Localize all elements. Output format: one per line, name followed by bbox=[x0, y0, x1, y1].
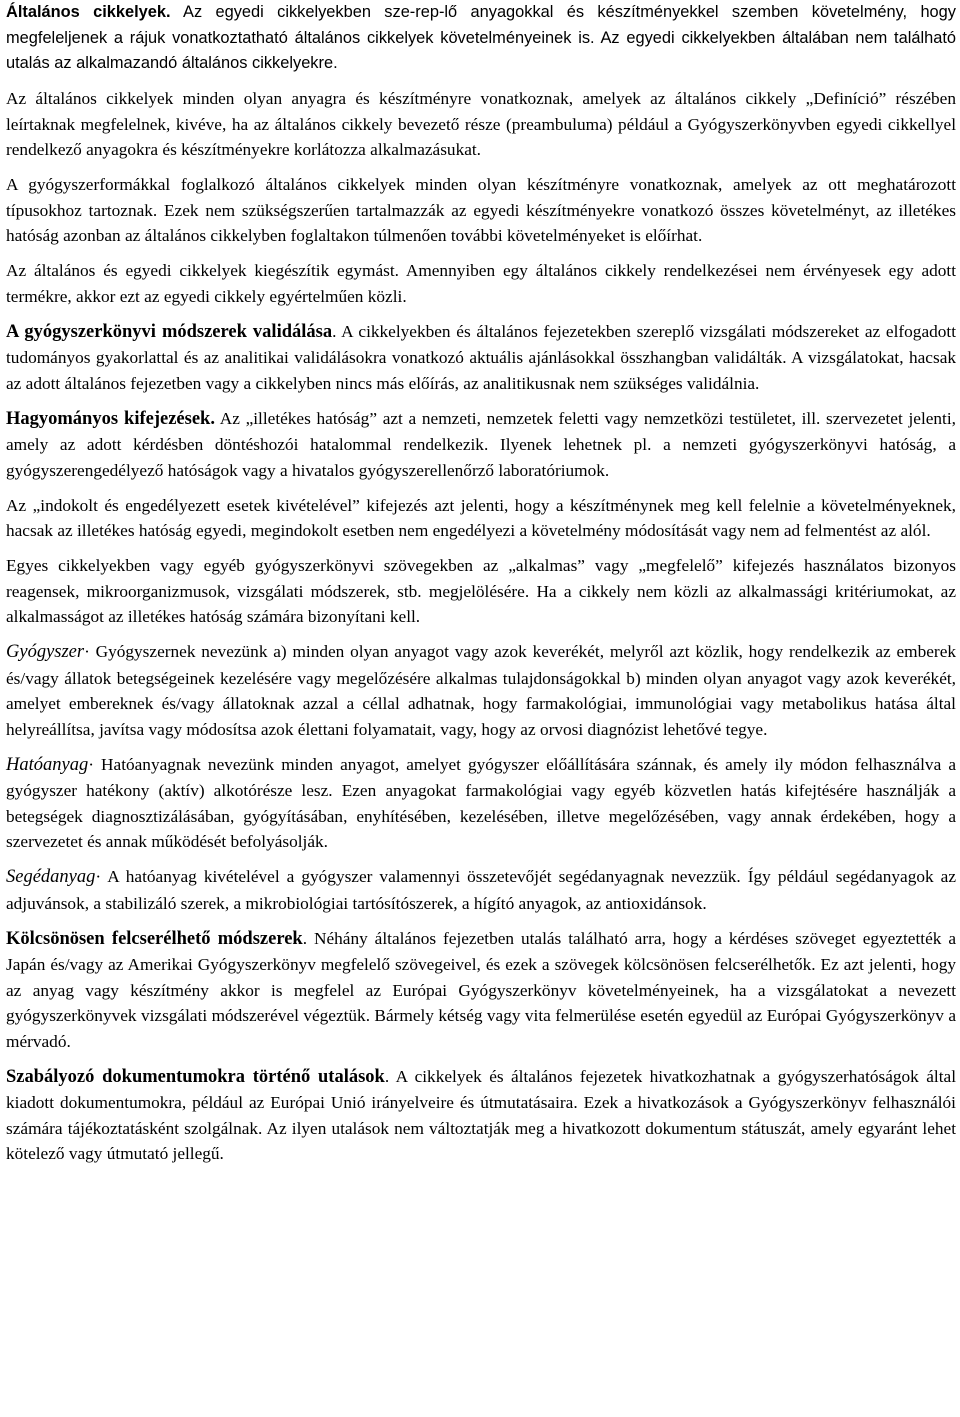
paragraph-text: A gyógyszerformákkal foglalkozó általános cikkelyek minden olyan készítményre vonatkoznak, amelyek az ott meghatározott típusokhoz tartoznak. Ezek nem szükségszerűen tartalmazzák az egyedi készítményekre vonatkozó összes követelményt, az illetékes hatóság azonban az általános cikkelyben foglaltakon túlmenően további követelményeket is előírhat. bbox=[6, 175, 956, 245]
paragraph-suitable bbox=[6, 553, 956, 630]
paragraph-complementary bbox=[6, 258, 956, 309]
paragraph-text: · A hatóanyag kivételével a gyógyszer valamennyi összetevőjét segédanyagnak nevezzük. Így például segédanyagok az adjuvánsok, a stabilizáló szerek, a mikrobiológiai tartósítószerek, a hígító anyagok, az antioxidánsok. bbox=[6, 867, 956, 913]
paragraph-general-scope bbox=[6, 86, 956, 163]
paragraph-text: . A cikkelyek és általános fejezetek hivatkozhatnak a gyógyszerhatóságok által kiadott dokumentumokra, például az Európai Unió irányelveire és útmutatásaira. Ezek a hivatkozások a Gyógyszerkönyv felhasználói számára tájékoztatásként szolgálnak. Az ilyen utalások nem változtatják meg a hivatkozott dokumentum státuszát, amely egyaránt lehet kötelező vagy útmutató jellegű. bbox=[6, 1066, 956, 1163]
paragraph-text: Az egyedi cikkelyekben sze-rep-lő anyagokkal és készítményekkel szemben követelmény, hogy megfeleljenek a rájuk vonatkoztatható általános cikkelyek követelményeinek is. Az egyedi cikkelyekben általában nem található utalás az alkalmazandó általános cikkelyekre. bbox=[6, 3, 956, 72]
paragraph-text: · Gyógyszernek nevezünk a) minden olyan anyagot vagy azok keverékét, melyről azt közlik, hogy rendelkezik az emberek és/vagy állatok betegségeinek kezelésére vagy megelőzésére alkalmas tulajdonságokkal b) minden olyan anyagot vagy azok keverékét, amelyet embereknek és/vagy állatoknak azzal a céllal adhatnak, hogy farmakológiai, immunológiai vagy metabolikus hatása által helyreállítsa, javítsa vagy módosítsa azok élettani folyamatait, vagy, hogy az orvosi diagnózist lehetővé tegye. bbox=[6, 642, 956, 739]
paragraph-text: Az „illetékes hatóság” azt a nemzeti, nemzetek feletti vagy nemzetközi testületet, ill. szervezetet jelenti, amely az adott kérdésben döntéshozói hatalommal rendelkezik. Ilyenek lehetnek pl. a nemzeti gyógyszerkönyvi hatóság, a gyógyszerengedélyező hatóságok vagy a hivatalos gyógyszerellenőrző laboratóriumok. bbox=[6, 408, 956, 480]
paragraph-conventional-terms bbox=[6, 406, 956, 484]
paragraph-text: Egyes cikkelyekben vagy egyéb gyógyszerkönyvi szövegekben az „alkalmas” vagy „megfelelő” kifejezés használatos bizonyos reagensek, mikroorganizmusok, vizsgálati módszerek, stb. megjelölésére. Ha a cikkely nem közli az alkalmassági kritériumokat, az alkalmasságot az illetékes hatóság számára bizonyítani kell. bbox=[6, 556, 956, 626]
paragraph-justified-cases bbox=[6, 493, 956, 544]
section-heading: Kölcsönösen felcserélhető módszerek bbox=[6, 928, 303, 949]
paragraph-altalanos-cikkelyek bbox=[6, 0, 956, 77]
section-heading: Hagyományos kifejezések. bbox=[6, 408, 215, 429]
term-heading: Gyógyszer bbox=[6, 642, 85, 662]
paragraph-text: Az „indokolt és engedélyezett esetek kivételével” kifejezés azt jelenti, hogy a készítménynek meg kell felelnie a követelményeknek, hacsak az illetékes hatóság egyedi, megindokolt esetben nem engedélyezi a követelmény módosítását vagy nem ad felmentést az alól. bbox=[6, 495, 956, 540]
section-heading: Általános cikkelyek. bbox=[6, 3, 171, 21]
section-heading: A gyógyszerkönyvi módszerek validálása bbox=[6, 321, 333, 342]
section-heading: Szabályozó dokumentumokra történő utalások bbox=[6, 1066, 385, 1087]
paragraph-text: Az általános cikkelyek minden olyan anyagra és készítményre vonatkoznak, amelyek az általános cikkely „Definíció” részében leírtaknak megfelelnek, kivéve, ha az általános cikkely bevezető része (preambuluma) például a Gyógyszerkönyvben egyedi cikkellyel rendelkező anyagokra és készítményekre korlátozza alkalmazásukat. bbox=[6, 89, 956, 159]
paragraph-interchangeable-methods bbox=[6, 926, 956, 1055]
paragraph-validation bbox=[6, 319, 956, 397]
paragraph-regulatory-references bbox=[6, 1064, 956, 1167]
paragraph-dosage-forms bbox=[6, 172, 956, 249]
paragraph-gyogyszer bbox=[6, 639, 956, 742]
paragraph-text: Az általános és egyedi cikkelyek kiegészítik egymást. Amennyiben egy általános cikkely rendelkezései nem érvényesek egy adott termékre, akkor ezt az egyedi cikkely egyértelműen közli. bbox=[6, 261, 956, 306]
term-heading: Hatóanyag bbox=[6, 754, 89, 775]
term-heading: Segédanyag bbox=[6, 867, 96, 887]
paragraph-segedanyag bbox=[6, 864, 956, 916]
paragraph-text: . A cikkelyekben és általános fejezetekben szereplő vizsgálati módszereket az elfogadott tudományos gyakorlattal és az analitikai validálásokra vonatkozó aktuális ajánlásokkal összhangban validálták. A vizsgálatokat, hacsak az adott általános fejezetben vagy a cikkelyben nincs más előírás, az analitikusnak nem szükséges validálnia. bbox=[6, 321, 956, 393]
paragraph-hatoanyag bbox=[6, 752, 956, 855]
paragraph-text: . Néhány általános fejezetben utalás található arra, hogy a kérdéses szöveget egyeztették a Japán és/vagy az Amerikai Gyógyszerkönyv megfelelő szövegeivel, és ezek a szövegek kölcsönösen felcserélhetők. Ez azt jelenti, hogy az anyag vagy készítmény akkor is megfelel az Európai Gyógyszerkönyv követelményeinek, ha a vizsgálatokat a nevezett gyógyszerkönyvek vizsgálati módszerével végeztük. Bármely kétség vagy vita felmerülése esetén egyedül az Európai Gyógyszerkönyv a mérvadó. bbox=[6, 928, 956, 1051]
paragraph-text: · Hatóanyagnak nevezünk minden anyagot, amelyet gyógyszer előállítására szánnak, és amely ily módon felhasználva a gyógyszer hatékony (aktív) alkotórésze lesz. Ezen anyagokat farmakológiai vagy egyéb közvetlen hatás kifejtésére használják a betegségek diagnosztizálásában, gyógyításában, enyhítésében, kezelésében, illetve megelőzésében, vagy annak érdekében, hogy a szervezetet és annak működését befolyásolják. bbox=[6, 754, 956, 851]
